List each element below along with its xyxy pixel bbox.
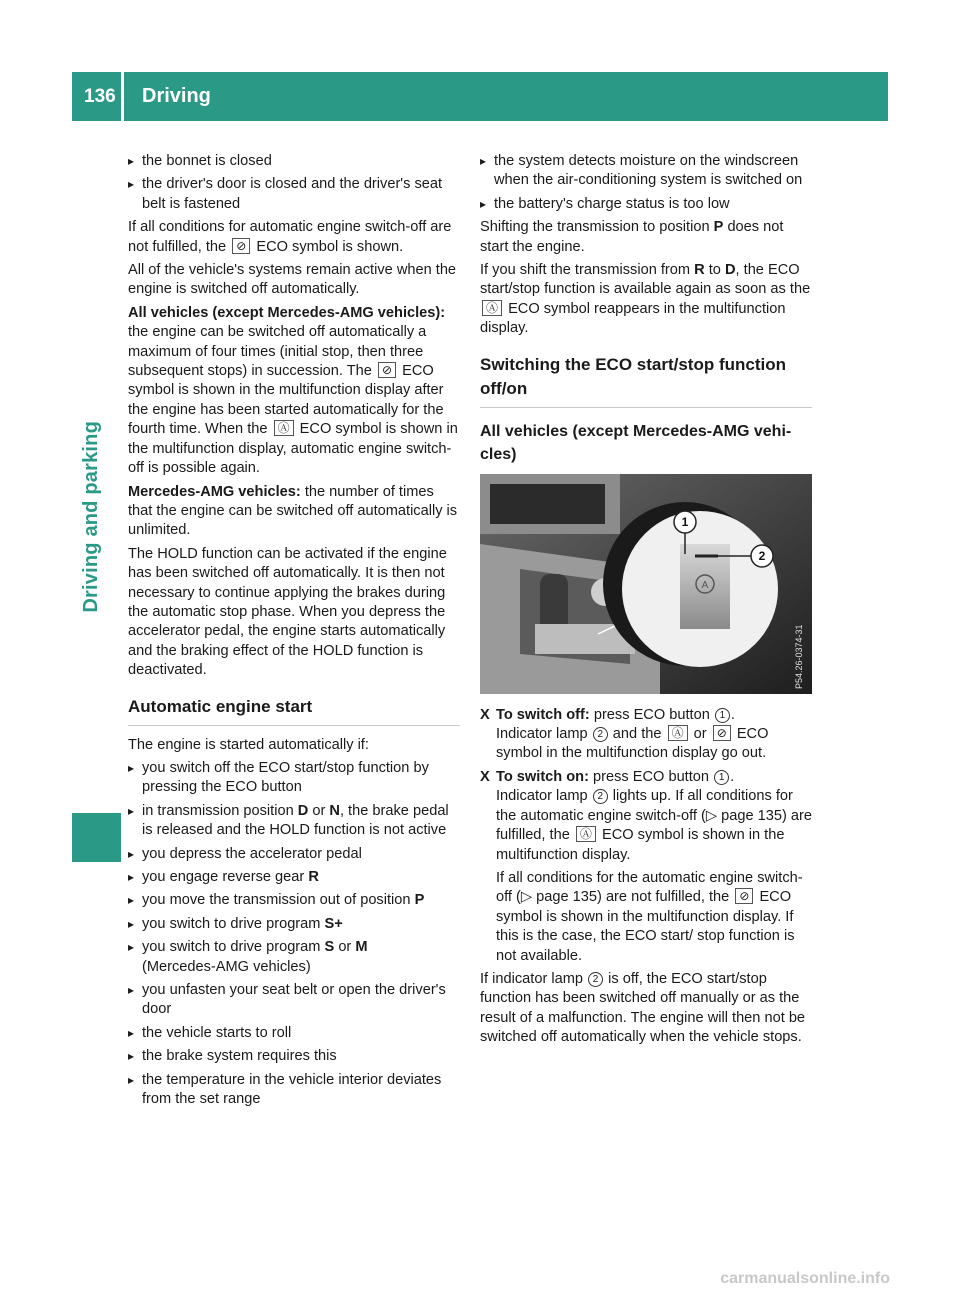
- paragraph: The engine is started automatically if:: [128, 736, 369, 753]
- callout-1-icon: 1: [714, 770, 729, 785]
- heading-switching-eco: Switching the ECO start/stop function off/on: [480, 353, 812, 408]
- step-switch-off: X To switch off: press ECO button 1 . Indicator lamp 2 and the Ⓐ or ⊘ ECO symbol in the multifunction display go out.: [480, 706, 769, 762]
- button-letter: A: [701, 579, 709, 591]
- paragraph: All vehicles (except Mercedes-AMG vehicles): the engine can be switched off automatically a maximum of four times (initial stop, then three subsequent stops) in succession. The ⊘ ECO symbol is shown in the multifunction display after the engine has been started automatically for the fourth time. When the Ⓐ ECO symbol is shown in the multifunction display, automatic engine switch-off is possible again.: [128, 304, 458, 477]
- watermark: carmanualsonline.info: [720, 1270, 890, 1287]
- chapter-marker: [72, 813, 121, 862]
- paragraph: If all conditions for automatic engine switch-off are not fulfilled, the ⊘ ECO symbol is shown.: [128, 219, 452, 255]
- step-continuation: If all conditions for the automatic engine switch-off (▷ page 135) are not fulfilled, the ⊘ ECO symbol is shown in the multifunction display. If this is the case, the ECO start/ stop function is not available.: [496, 869, 803, 964]
- eco-off-icon: ⊘: [378, 362, 396, 378]
- eco-off-icon: ⊘: [713, 725, 731, 741]
- list-item: ▸ you engage reverse gear R: [128, 868, 460, 887]
- callout-2-icon: 2: [588, 972, 603, 987]
- list-item: ▸ the system detects moisture on the windscreen when the air-conditioning system is switched on: [480, 152, 812, 191]
- paragraph: The HOLD function can be activated if the engine has been switched off automatically. It is then not necessary to continue applying the brakes during the automatic stop phase. When you depress the accelerator pedal, the engine starts automatically and the braking effect of the HOLD function is deactivated.: [128, 545, 447, 679]
- eco-off-icon: ⊘: [735, 888, 753, 904]
- paragraph: Shifting the transmission to position P does not start the engine.: [480, 219, 784, 255]
- photo-code: P54.26-0374-31: [794, 624, 804, 689]
- page-header: [72, 72, 888, 121]
- eco-on-icon: Ⓐ: [668, 725, 688, 741]
- eco-button-photo: [480, 474, 812, 694]
- list-item: ▸ you switch to drive program S or M (Mercedes-AMG vehicles): [128, 938, 460, 977]
- callout-2-icon: 2: [593, 727, 608, 742]
- side-chapter-tab: [72, 121, 121, 1140]
- paragraph: Mercedes-AMG vehicles: the number of times that the engine can be switched off automatically is unlimited.: [128, 483, 458, 539]
- step-arrow-icon: X: [480, 706, 490, 723]
- paragraph: If indicator lamp 2 is off, the ECO start/stop function has been switched off manually or as the result of a malfunction. The engine will then not be switched off automatically when the vehicle stops.: [480, 970, 806, 1046]
- eco-on-icon: Ⓐ: [274, 420, 294, 436]
- list-item: ▸ the battery's charge status is too low: [480, 195, 812, 214]
- list-item: ▸ you switch to drive program S+: [128, 915, 460, 934]
- right-column: [480, 152, 812, 1052]
- step-arrow-icon: X: [480, 768, 490, 785]
- list-item: ▸ you unfasten your seat belt or open the driver's door: [128, 981, 460, 1020]
- callout-1: 1: [681, 514, 689, 529]
- paragraph: If you shift the transmission from R to D, the ECO start/stop function is available again as soon as the Ⓐ ECO symbol reappears in the multifunction display.: [480, 262, 811, 337]
- list-item: ▸ the bonnet is closed: [128, 152, 460, 171]
- list-item: ▸ the temperature in the vehicle interior deviates from the set range: [128, 1071, 460, 1110]
- page-number: 136: [72, 72, 124, 121]
- list-item: ▸ in transmission position D or N, the brake pedal is released and the HOLD function is not active: [128, 802, 460, 841]
- list-item: ▸ the driver's door is closed and the driver's seat belt is fastened: [128, 175, 460, 214]
- eco-on-icon: Ⓐ: [576, 826, 596, 842]
- callout-1-icon: 1: [715, 708, 730, 723]
- chapter-label: Driving and parking: [80, 421, 102, 613]
- console-illustration: [480, 474, 812, 694]
- list-item: ▸ you switch off the ECO start/stop function by pressing the ECO button: [128, 759, 460, 798]
- section-title: Driving: [142, 85, 211, 107]
- eco-off-icon: ⊘: [232, 238, 250, 254]
- step-switch-on: X To switch on: press ECO button 1 . Indicator lamp 2 lights up. If all conditions for the automatic engine switch-off (▷ page 135) are fulfilled, the Ⓐ ECO symbol is shown in the multifunction display. If all conditions for the automatic engine switch-off (▷ page 135) are not fulfilled, the ⊘ ECO symbol is shown in the multifunction display. If this is the case, the ECO start/ stop function is not available.: [480, 768, 812, 966]
- list-item: ▸ you move the transmission out of position P: [128, 891, 460, 910]
- left-column: [128, 152, 460, 1113]
- list-item: ▸ the brake system requires this: [128, 1047, 460, 1066]
- heading-all-vehicles: All vehicles (except Mercedes-AMG vehicles): [480, 422, 792, 463]
- heading-automatic-engine-start: Automatic engine start: [128, 695, 460, 726]
- list-item: ▸ the vehicle starts to roll: [128, 1024, 460, 1043]
- callout-2: 2: [758, 548, 766, 563]
- paragraph: All of the vehicle's systems remain active when the engine is switched off automatically.: [128, 262, 457, 298]
- list-item: ▸ you depress the accelerator pedal: [128, 845, 460, 864]
- eco-on-icon: Ⓐ: [482, 300, 502, 316]
- callout-2-icon: 2: [593, 789, 608, 804]
